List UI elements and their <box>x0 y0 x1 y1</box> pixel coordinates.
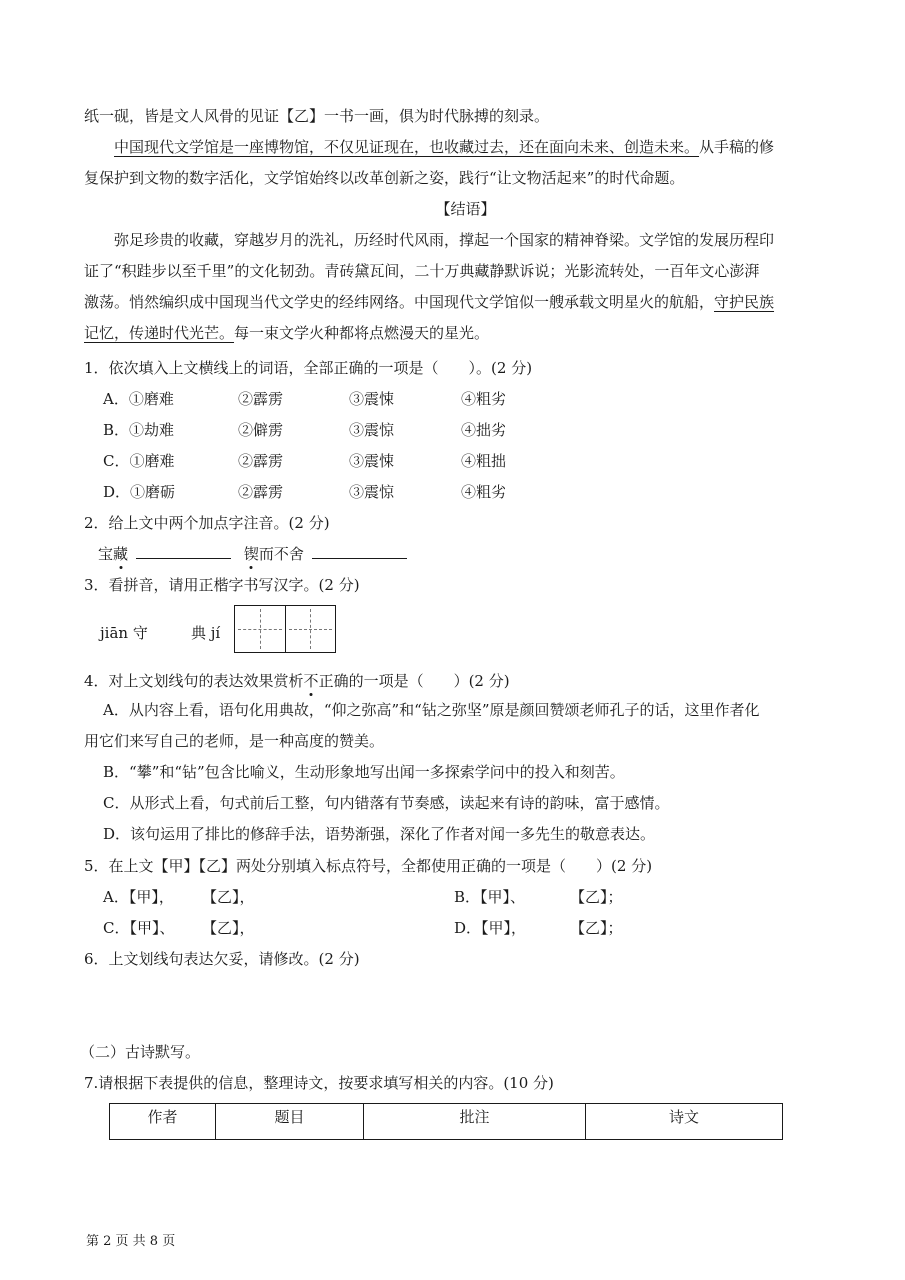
q4-stem-start: 4．对上文划线句的表达效果赏析 <box>84 672 304 690</box>
passage-para-3-line-2: 证了“积跬步以至千里”的文化韧劲。青砖黛瓦间，二十万典藏静默诉说；光影流转处，一百年文心澎湃 <box>84 262 760 280</box>
passage-para-3-line-3-text: 激荡。悄然编织成中国现当代文学史的经纬网络。中国现代文学馆似一艘承载文明星火的航船， <box>84 293 715 311</box>
underlined-sentence-2a: 守护民族 <box>714 293 775 311</box>
q1-option-a-4: ④粗劣 <box>461 390 507 408</box>
q1-option-a-3: ③震悚 <box>349 390 395 408</box>
q5-option-b-1: B．【甲】、 <box>454 888 526 906</box>
q1-option-c-3: ③震悚 <box>349 452 395 470</box>
q4-option-b: B．“攀”和“钻”包含比喻义，生动形象地写出闻一多探索学问中的投入和刻苦。 <box>103 763 625 781</box>
conclusion-heading: 【结语】 <box>435 200 496 218</box>
q4-options <box>84 695 829 850</box>
q1-option-d-1: D．①磨砺 <box>103 483 176 501</box>
q3-writing-grid[interactable] <box>234 605 336 653</box>
q5-option-c-1: C．【甲】、 <box>103 919 175 937</box>
q1-option-c-2: ②霹雳 <box>238 452 284 470</box>
q2-word-1-prefix: 宝 <box>98 545 114 563</box>
passage-para-2-line-1 <box>84 132 829 163</box>
q3-pinyin-1: jiān 守 <box>100 624 148 642</box>
q1-option-b-3: ③震惊 <box>349 421 395 439</box>
q1-option-b-1: B．①劫难 <box>103 421 175 439</box>
q3-stem: 3．看拼音，请用正楷字书写汉字。(2 分) <box>84 576 360 594</box>
underlined-sentence-2b: 记忆，传递时代光芒。 <box>84 324 235 342</box>
underlined-sentence-1: 中国现代文学馆是一座博物馆，不仅见证现在，也收藏过去，还在面向未来、创造未来。 <box>114 138 700 156</box>
q5-option-a-1: A．【甲】， <box>103 888 174 906</box>
passage-para-3-line-3 <box>84 287 829 318</box>
q1-option-a-2: ②霹雳 <box>238 390 284 408</box>
q2-dotted-char-1: 藏 <box>113 545 129 563</box>
q1-stem: 1．依次填入上文横线上的词语，全部正确的一项是（ ）。(2 分) <box>84 359 533 377</box>
q7-header-poem: 诗文 <box>586 1104 783 1140</box>
q7-header-annotation: 批注 <box>364 1104 586 1140</box>
q4-option-d: D．该句运用了排比的修辞手法，语势渐强，深化了作者对闻一多先生的敬意表达。 <box>103 825 656 843</box>
page-footer: 第 2 页 共 8 页 <box>86 1234 176 1249</box>
q7-table <box>109 1103 783 1140</box>
q4-option-a-line-1: A．从内容上看，语句化用典故，“仰之弥高”和“钻之弥坚”原是颜回赞颂老师孔子的话，这里作者化 <box>103 701 760 719</box>
q5-option-c-2: 【乙】， <box>202 919 255 937</box>
q2-answer-row <box>98 543 415 564</box>
section-2-title: （二）古诗默写。 <box>80 1043 201 1061</box>
q2-blank-1[interactable] <box>136 544 231 559</box>
q2-blank-2[interactable] <box>312 544 407 559</box>
passage-para-3-line-1: 弥足珍贵的收藏，穿越岁月的洗礼，历经时代风雨，撑起一个国家的精神脊梁。文学馆的发展历程印 <box>114 231 775 249</box>
passage-para-3-tail: 每一束文学火种都将点燃漫天的星光。 <box>234 324 490 342</box>
passage <box>84 101 829 349</box>
q7-header-title: 题目 <box>216 1104 364 1140</box>
q1-option-d-2: ②霹雳 <box>238 483 284 501</box>
q4-stem <box>84 670 510 691</box>
q3-pinyin-2: 典 jí <box>191 624 221 642</box>
passage-para-3-line-4 <box>84 318 829 349</box>
q7-header-author: 作者 <box>110 1104 216 1140</box>
q2-stem: 2．给上文中两个加点字注音。(2 分) <box>84 514 330 532</box>
q3-grid-cell-1[interactable] <box>235 606 285 652</box>
q1-option-d-3: ③震惊 <box>349 483 395 501</box>
q6-stem: 6．上文划线句表达欠妥，请修改。(2 分) <box>84 950 360 968</box>
passage-para-2-line-2: 复保护到文物的数字活化，文学馆始终以改革创新之姿，践行“让文物活起来”的时代命题。 <box>84 169 685 187</box>
q4-option-a-line-2: 用它们来写自己的老师，是一种高度的赞美。 <box>84 732 385 750</box>
q5-option-d-2: 【乙】； <box>570 919 623 937</box>
q5-stem: 5．在上文【甲】【乙】两处分别填入标点符号，全都使用正确的一项是（ ）(2 分) <box>84 857 653 875</box>
q7-stem: 7.请根据下表提供的信息，整理诗文，按要求填写相关的内容。(10 分) <box>84 1074 554 1092</box>
q1-option-c-1: C．①磨难 <box>103 452 175 470</box>
q1-option-b-4: ④拙劣 <box>461 421 507 439</box>
q2-dotted-char-2: 锲 <box>243 545 259 563</box>
q5-option-a-2: 【乙】， <box>202 888 255 906</box>
q7-table-header-row <box>110 1104 783 1140</box>
q5-option-b-2: 【乙】； <box>570 888 623 906</box>
q3-grid-cell-2[interactable] <box>285 606 336 652</box>
passage-para-2-tail: 从手稿的修 <box>699 138 775 156</box>
q1-option-d-4: ④粗劣 <box>461 483 507 501</box>
q1-option-c-4: ④粗拙 <box>461 452 507 470</box>
q4-option-c: C．从形式上看，句式前后工整，句内错落有节奏感，读起来有诗的韵味，富于感情。 <box>103 794 670 812</box>
q4-stem-end: 正确的一项是（ ）(2 分) <box>318 672 510 690</box>
q5-option-d-1: D．【甲】， <box>454 919 527 937</box>
q1-option-a-1: A．①磨难 <box>103 390 174 408</box>
passage-line-1: 纸一砚，皆是文人风骨的见证【乙】一书一画，俱为时代脉搏的刻录。 <box>84 107 550 125</box>
q2-word-2-suffix: 而不舍 <box>258 545 304 563</box>
q1-option-b-2: ②僻雳 <box>238 421 284 439</box>
q4-dotted-char: 不 <box>303 672 319 690</box>
